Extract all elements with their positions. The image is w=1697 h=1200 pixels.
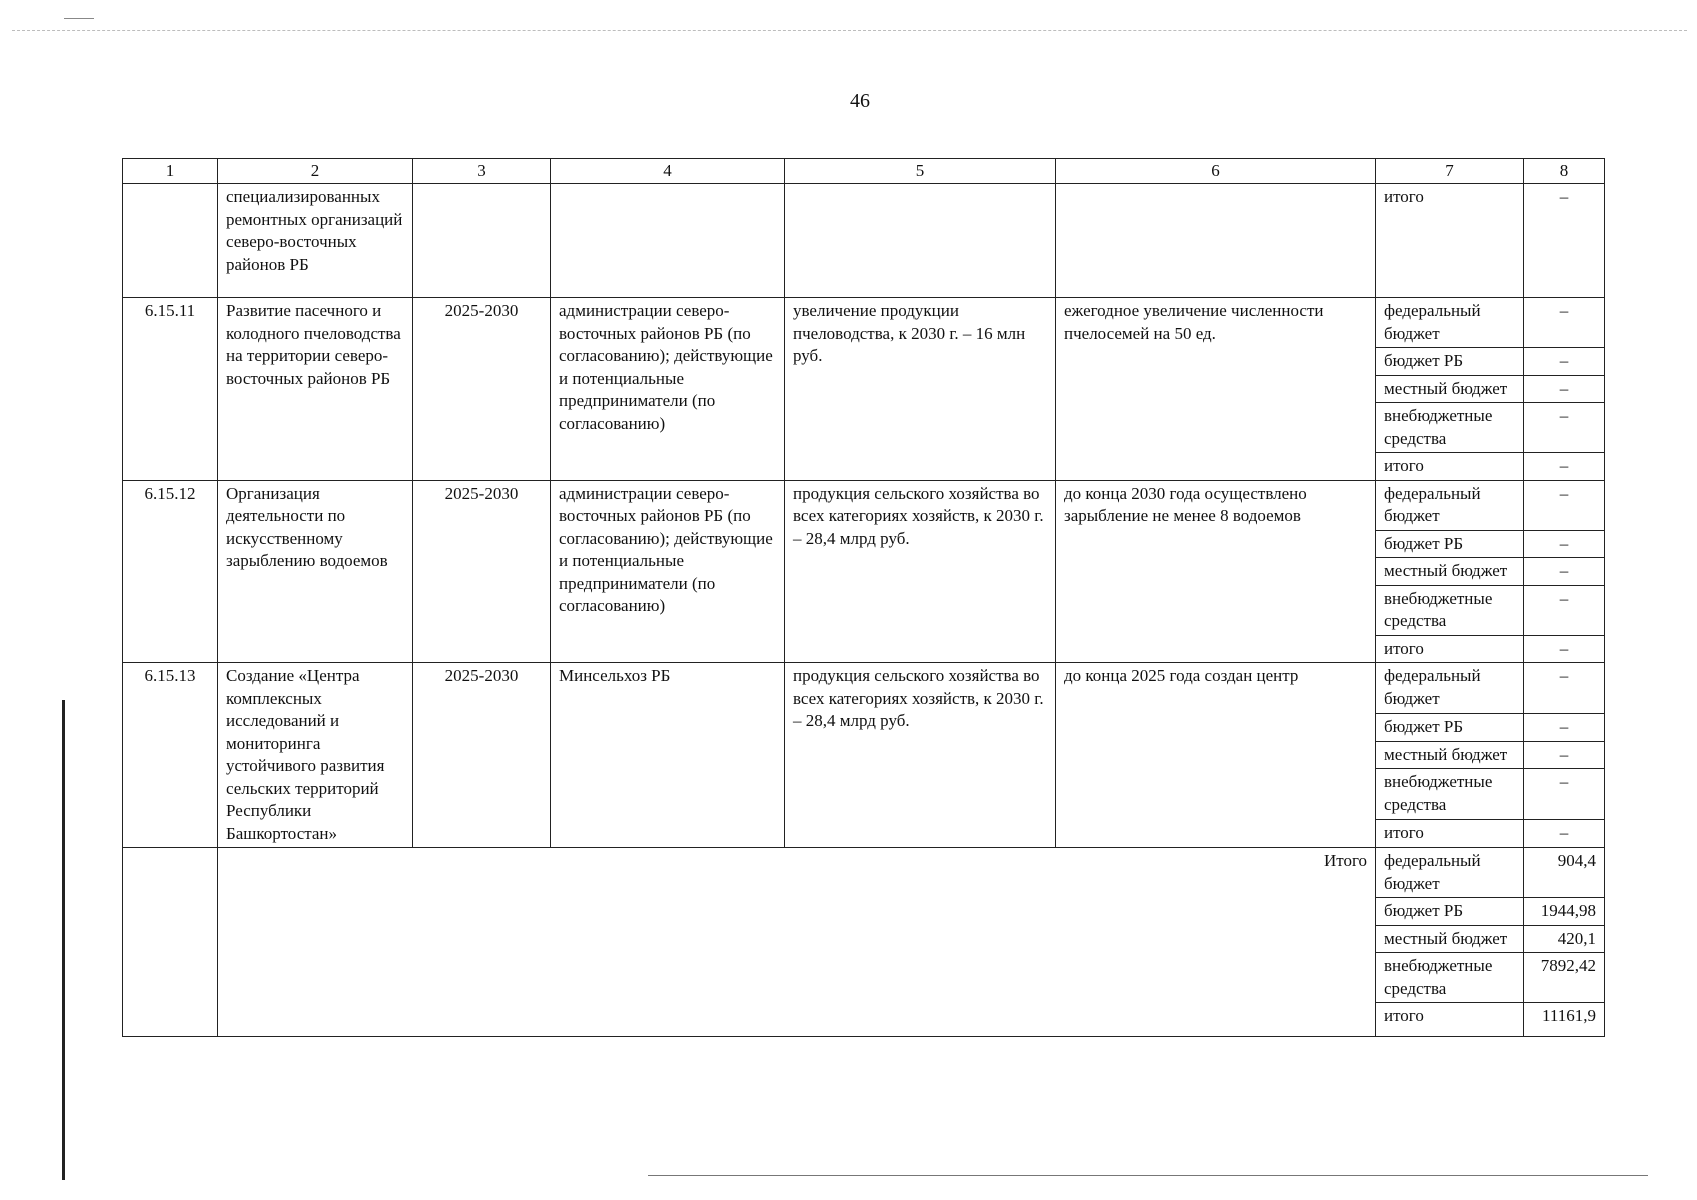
header-cell: 7 (1376, 159, 1524, 184)
funding-source: местный бюджет (1376, 375, 1524, 403)
measure-name: Создание «Центра комплексных исследований и мониторинга устойчивого развития сельских территорий Республики Башкортостан» (218, 663, 413, 848)
executors-cell: Минсельхоз РБ (551, 663, 785, 848)
executors-cell (551, 184, 785, 298)
funding-source: внебюджетные средства (1376, 403, 1524, 453)
funding-value: – (1524, 403, 1605, 453)
header-cell: 5 (785, 159, 1056, 184)
total-funding-value: 904,4 (1524, 848, 1605, 898)
funding-source: итого (1376, 820, 1524, 848)
funding-value: – (1524, 820, 1605, 848)
measure-name: Организация деятельности по искусственному зарыблению водоемов (218, 480, 413, 663)
indicator-cell: продукция сельского хозяйства во всех категориях хозяйств, к 2030 г. – 28,4 млрд руб. (785, 663, 1056, 848)
row-number: 6.15.11 (123, 298, 218, 481)
funding-source: итого (1376, 453, 1524, 481)
row-number (123, 184, 218, 298)
funding-source: местный бюджет (1376, 558, 1524, 586)
total-funding-value: 420,1 (1524, 925, 1605, 953)
funding-value: – (1524, 184, 1605, 298)
total-funding-source: бюджет РБ (1376, 898, 1524, 926)
table-row (123, 663, 1605, 714)
funding-source: итого (1376, 635, 1524, 663)
period-cell: 2025-2030 (413, 298, 551, 481)
scan-bottom-line (648, 1175, 1648, 1176)
total-row (123, 848, 1605, 898)
header-cell: 6 (1056, 159, 1376, 184)
funding-source: внебюджетные средства (1376, 585, 1524, 635)
funding-source: итого (1376, 184, 1524, 298)
row-number: 6.15.13 (123, 663, 218, 848)
header-cell: 8 (1524, 159, 1605, 184)
funding-value: – (1524, 663, 1605, 714)
page-number: 46 (850, 90, 870, 112)
result-cell (1056, 184, 1376, 298)
total-funding-source: федеральный бюджет (1376, 848, 1524, 898)
funding-source: внебюджетные средства (1376, 769, 1524, 820)
funding-source: местный бюджет (1376, 741, 1524, 769)
total-funding-value: 7892,42 (1524, 953, 1605, 1003)
program-table (122, 158, 1605, 1037)
scan-mark (64, 18, 94, 19)
header-cell: 2 (218, 159, 413, 184)
table-header-row (123, 159, 1605, 184)
funding-value: – (1524, 480, 1605, 530)
period-cell: 2025-2030 (413, 480, 551, 663)
header-cell: 1 (123, 159, 218, 184)
scan-margin-bar (62, 700, 65, 1180)
funding-value: – (1524, 713, 1605, 741)
funding-value: – (1524, 769, 1605, 820)
row-number: 6.15.12 (123, 480, 218, 663)
measure-name: специализированных ремонтных организаций северо-восточных районов РБ (218, 184, 413, 298)
funding-value: – (1524, 558, 1605, 586)
funding-value: – (1524, 741, 1605, 769)
funding-value: – (1524, 585, 1605, 635)
result-cell: до конца 2030 года осуществлено зарыбление не менее 8 водоемов (1056, 480, 1376, 663)
executors-cell: администрации северо-восточных районов РБ (по согласованию); действующие и потенциальные предприниматели (по согласованию) (551, 298, 785, 481)
executors-cell: администрации северо-восточных районов РБ (по согласованию); действующие и потенциальные предприниматели (по согласованию) (551, 480, 785, 663)
total-funding-source: местный бюджет (1376, 925, 1524, 953)
funding-source: бюджет РБ (1376, 530, 1524, 558)
funding-value: – (1524, 635, 1605, 663)
total-label: Итого (218, 848, 1376, 1037)
table-row (123, 184, 1605, 298)
total-funding-source: внебюджетные средства (1376, 953, 1524, 1003)
total-blank-cell (123, 848, 218, 1037)
funding-value: – (1524, 530, 1605, 558)
funding-value: – (1524, 298, 1605, 348)
funding-source: федеральный бюджет (1376, 480, 1524, 530)
indicator-cell: продукция сельского хозяйства во всех категориях хозяйств, к 2030 г. – 28,4 млрд руб. (785, 480, 1056, 663)
total-funding-value: 11161,9 (1524, 1003, 1605, 1037)
funding-value: – (1524, 375, 1605, 403)
funding-value: – (1524, 348, 1605, 376)
measure-name: Развитие пасечного и колодного пчеловодства на территории северо-восточных районов РБ (218, 298, 413, 481)
total-funding-value: 1944,98 (1524, 898, 1605, 926)
result-cell: до конца 2025 года создан центр (1056, 663, 1376, 848)
indicator-cell (785, 184, 1056, 298)
header-cell: 3 (413, 159, 551, 184)
funding-source: бюджет РБ (1376, 348, 1524, 376)
period-cell (413, 184, 551, 298)
funding-source: бюджет РБ (1376, 713, 1524, 741)
table-row (123, 480, 1605, 530)
scan-edge-line (12, 30, 1687, 31)
header-cell: 4 (551, 159, 785, 184)
total-funding-source: итого (1376, 1003, 1524, 1037)
period-cell: 2025-2030 (413, 663, 551, 848)
funding-source: федеральный бюджет (1376, 298, 1524, 348)
funding-value: – (1524, 453, 1605, 481)
result-cell: ежегодное увеличение численности пчелосемей на 50 ед. (1056, 298, 1376, 481)
table-row (123, 298, 1605, 348)
indicator-cell: увеличение продукции пчеловодства, к 2030 г. – 16 млн руб. (785, 298, 1056, 481)
funding-source: федеральный бюджет (1376, 663, 1524, 714)
